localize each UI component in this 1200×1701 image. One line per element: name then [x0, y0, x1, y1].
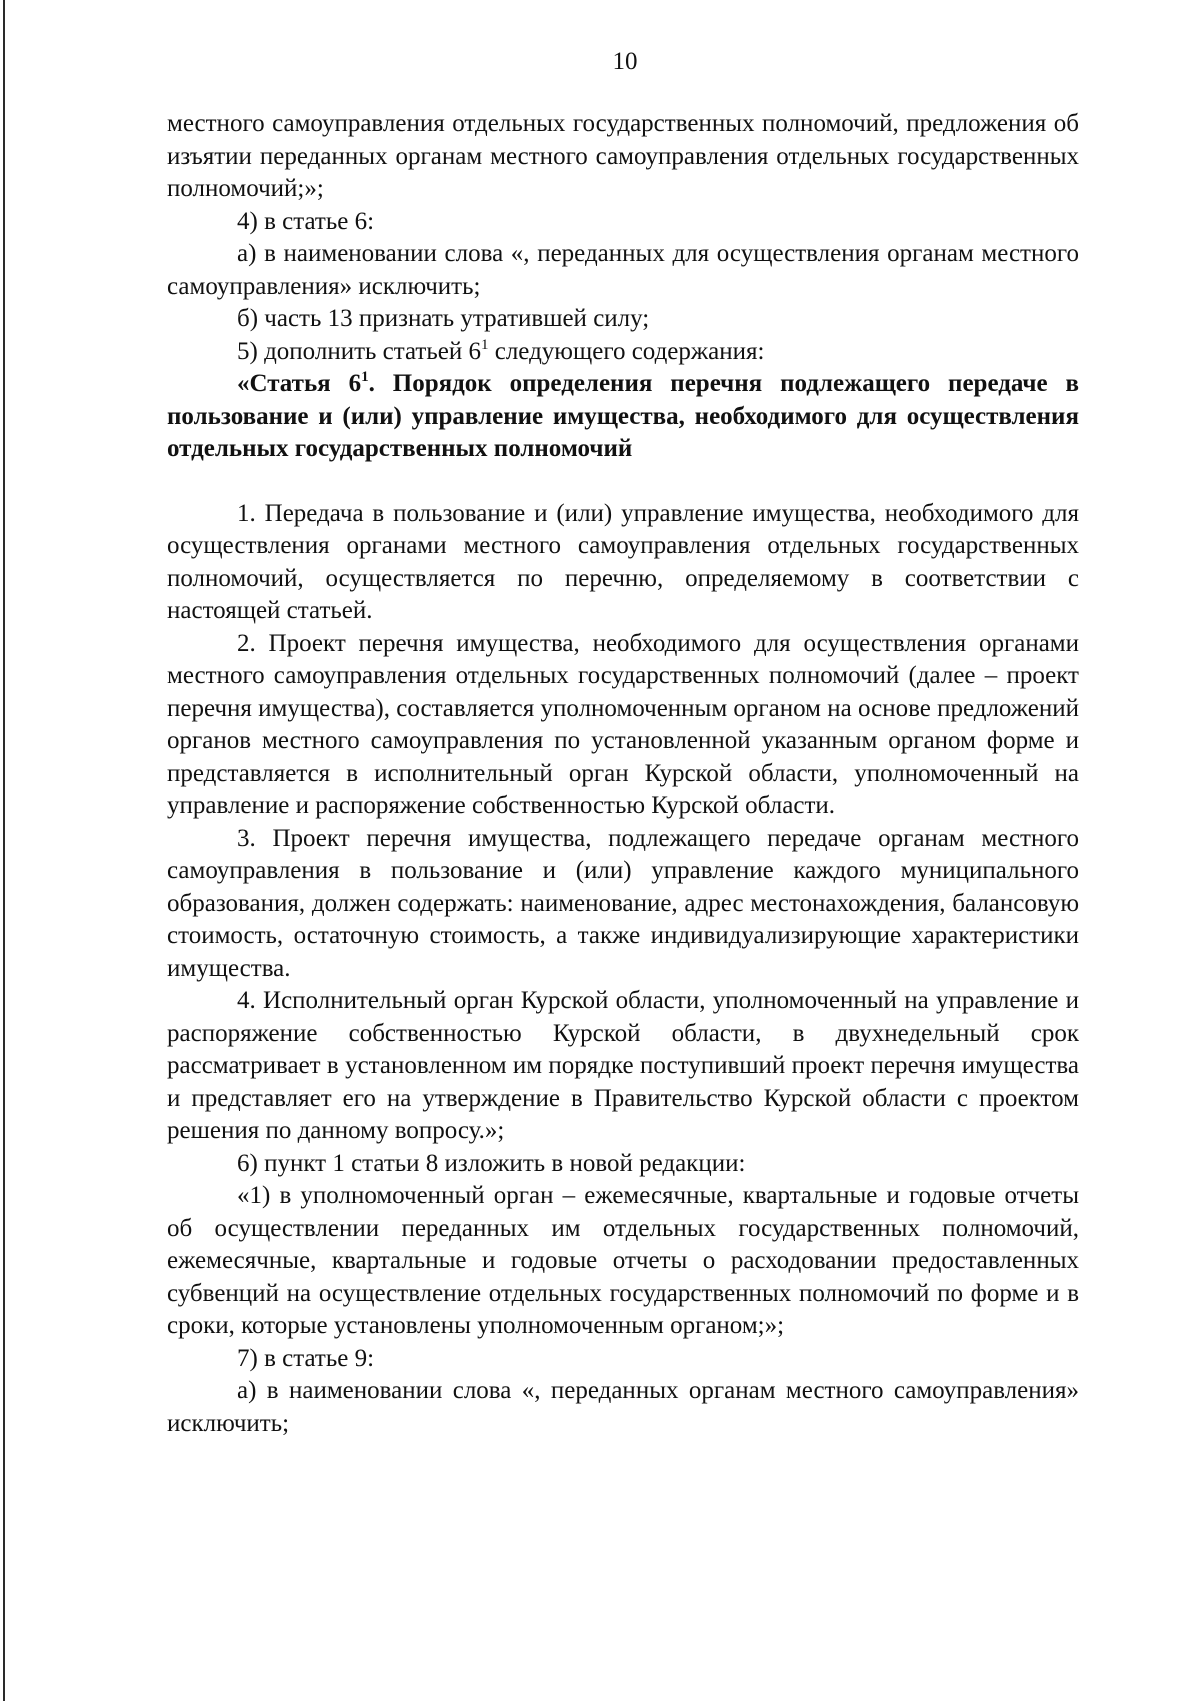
- paragraph-continuation: местного самоуправления отдельных государственных полномочий, предложения об изъятии переданных органам местного самоуправления отдельных государственных полномочий;»;: [167, 110, 1079, 202]
- paragraph-item-7a: а) в наименовании слова «, переданных органам местного самоуправления» исключить;: [167, 1377, 1079, 1437]
- paragraph-item-5-text: 5) дополнить статьей 6: [237, 337, 481, 365]
- paragraph-clause-4: 4. Исполнительный орган Курской области, уполномоченный на управление и распоряжение собственностью Курской области, в двухнедельный срок рассматривает в установленном им порядке поступивший проект перечня имущества и представляет его на утверждение в Правительство Курской области с проектом решения по данному вопросу.»;: [167, 987, 1079, 1144]
- page-number: 10: [612, 48, 638, 75]
- paragraph-item-4b: б) часть 13 признать утратившей силу;: [237, 305, 650, 332]
- paragraph-clause-3: 3. Проект перечня имущества, подлежащего передаче органам местного самоуправления в пользование и (или) управление каждого муниципального образования, должен содержать: наименование, адрес местонахождения, балансовую стоимость, остаточную стоимость, а также индивидуализирующие характеристики имущества.: [167, 824, 1079, 982]
- paragraph-item-6-text: «1) в уполномоченный орган – ежемесячные, квартальные и годовые отчеты об осуществлении переданных им отдельных государственных полномочий, ежемесячные, квартальные и годовые отчеты о расходовании предоставленных субвенций на осуществление отдельных государственных полномочий по форме и в сроки, которые установлены уполномоченным органом;»;: [167, 1182, 1079, 1339]
- article-heading-start: «Статья 6: [237, 370, 362, 397]
- spacer: [167, 466, 1079, 498]
- paragraph-item-5-text-end: следующего содержания:: [488, 337, 765, 365]
- superscript: 1: [480, 336, 489, 353]
- article-heading-title: . Порядок определения перечня подлежащего передаче в пользование и (или) управление имущества, необходимого для осуществления отдельных государственных полномочий: [167, 370, 1079, 462]
- paragraph-item-4a: а) в наименовании слова «, переданных для осуществления органам местного самоуправления» исключить;: [167, 240, 1079, 300]
- paragraph-clause-1: 1. Передача в пользование и (или) управление имущества, необходимого для осуществления органами местного самоуправления отдельных государственных полномочий, осуществляется по перечню, определяемому в соответствии с настоящей статьей.: [167, 499, 1079, 624]
- scan-edge-line: [3, 0, 5, 1701]
- article-heading: [167, 368, 1079, 466]
- superscript: 1: [361, 369, 369, 385]
- paragraph-clause-2: 2. Проект перечня имущества, необходимого для осуществления органами местного самоуправления отдельных государственных полномочий (далее – проект перечня имущества), составляется уполномоченным органом на основе предложений органов местного самоуправления по установленной указанным органом форме и представляется в исполнительный орган Курской области, уполномоченный на управление и распоряжение собственностью Курской области.: [167, 629, 1079, 819]
- paragraph-item-5: [167, 336, 1079, 369]
- document-body: [167, 108, 1079, 1440]
- paragraph-item-6: 6) пункт 1 статьи 8 изложить в новой редакции:: [237, 1149, 746, 1177]
- paragraph-item-7: 7) в статье 9:: [237, 1344, 375, 1372]
- paragraph-item-4: 4) в статье 6:: [237, 207, 375, 235]
